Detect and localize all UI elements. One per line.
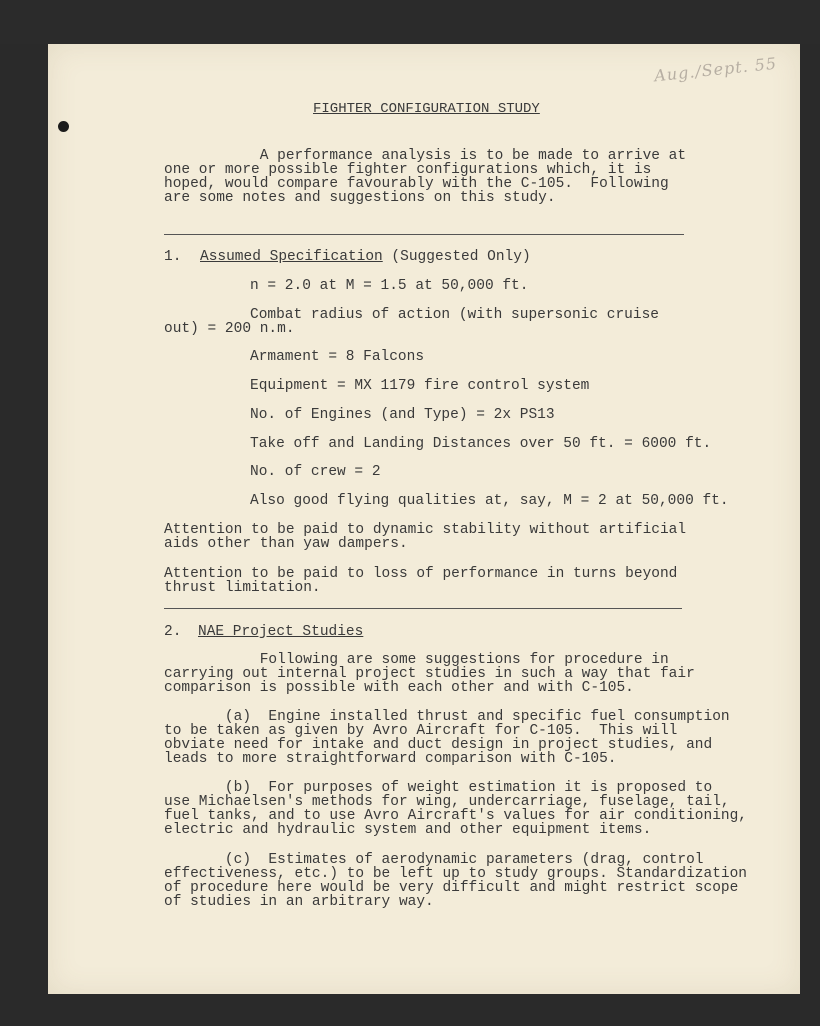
section-2-intro-line: Following are some suggestions for procedure in [164, 652, 669, 668]
spec-item: out) = 200 n.m. [164, 321, 295, 337]
para-c-line: of procedure here would be very difficult and might restrict scope [164, 880, 739, 896]
para-c-line: of studies in an arbitrary way. [164, 894, 434, 910]
spec-item: Take off and Landing Distances over 50 ft. = 6000 ft. [250, 436, 712, 452]
spec-item: Equipment = MX 1179 fire control system [250, 378, 590, 394]
para-b-line: use Michaelsen's methods for wing, undercarriage, fuselage, tail, [164, 794, 730, 810]
section-1-heading-note: (Suggested Only) [382, 249, 531, 265]
para-b-line: electric and hydraulic system and other equipment items. [164, 822, 652, 838]
section-1-heading [200, 250, 531, 264]
section-2-heading: NAE Project Studies [198, 624, 364, 640]
para-a-line: to be taken as given by Avro Aircraft for C-105. This will [164, 723, 678, 739]
punch-hole [58, 121, 69, 132]
section-divider [164, 234, 684, 235]
section-2-intro-line: comparison is possible with each other and with C-105. [164, 680, 634, 696]
para-a-line: leads to more straightforward comparison with C-105. [164, 751, 617, 767]
section-1-heading-text: Assumed Specification [200, 249, 383, 265]
section-1-number: 1. [164, 249, 182, 265]
intro-line: A performance analysis is to be made to arrive at [164, 148, 687, 164]
attention-note: Attention to be paid to dynamic stability without artificial [164, 522, 687, 538]
intro-line: hoped, would compare favourably with the C-105. Following [164, 176, 669, 192]
para-b-line: fuel tanks, and to use Avro Aircraft's values for air conditioning, [164, 808, 747, 824]
section-2-intro-line: carrying out internal project studies in such a way that fair [164, 666, 695, 682]
intro-line: are some notes and suggestions on this study. [164, 190, 556, 206]
attention-note: aids other than yaw dampers. [164, 536, 408, 552]
attention-note: thrust limitation. [164, 580, 321, 596]
spec-item: No. of crew = 2 [250, 464, 381, 480]
handwritten-date: Aug./Sept. 55 [653, 53, 778, 86]
para-b-line: (b) For purposes of weight estimation it is proposed to [164, 780, 713, 796]
spec-item: No. of Engines (and Type) = 2x PS13 [250, 407, 555, 423]
spec-item: n = 2.0 at M = 1.5 at 50,000 ft. [250, 278, 529, 294]
para-c-line: effectiveness, etc.) to be left up to study groups. Standardization [164, 866, 747, 882]
section-2-number: 2. [164, 624, 182, 640]
intro-line: one or more possible fighter configurations which, it is [164, 162, 652, 178]
scan-bottom-border [0, 994, 820, 1026]
para-c-line: (c) Estimates of aerodynamic parameters (drag, control [164, 852, 704, 868]
scan-top-border [0, 0, 820, 44]
para-a-line: obviate need for intake and duct design in project studies, and [164, 737, 713, 753]
spec-item: Combat radius of action (with supersonic cruise [250, 307, 659, 323]
spec-item: Also good flying qualities at, say, M = 2 at 50,000 ft. [250, 493, 729, 509]
spec-item: Armament = 8 Falcons [250, 349, 425, 365]
section-divider [164, 608, 682, 609]
para-a-line: (a) Engine installed thrust and specific fuel consumption [164, 709, 730, 725]
document-title: FIGHTER CONFIGURATION STUDY [313, 101, 540, 117]
attention-note: Attention to be paid to loss of performance in turns beyond [164, 566, 678, 582]
